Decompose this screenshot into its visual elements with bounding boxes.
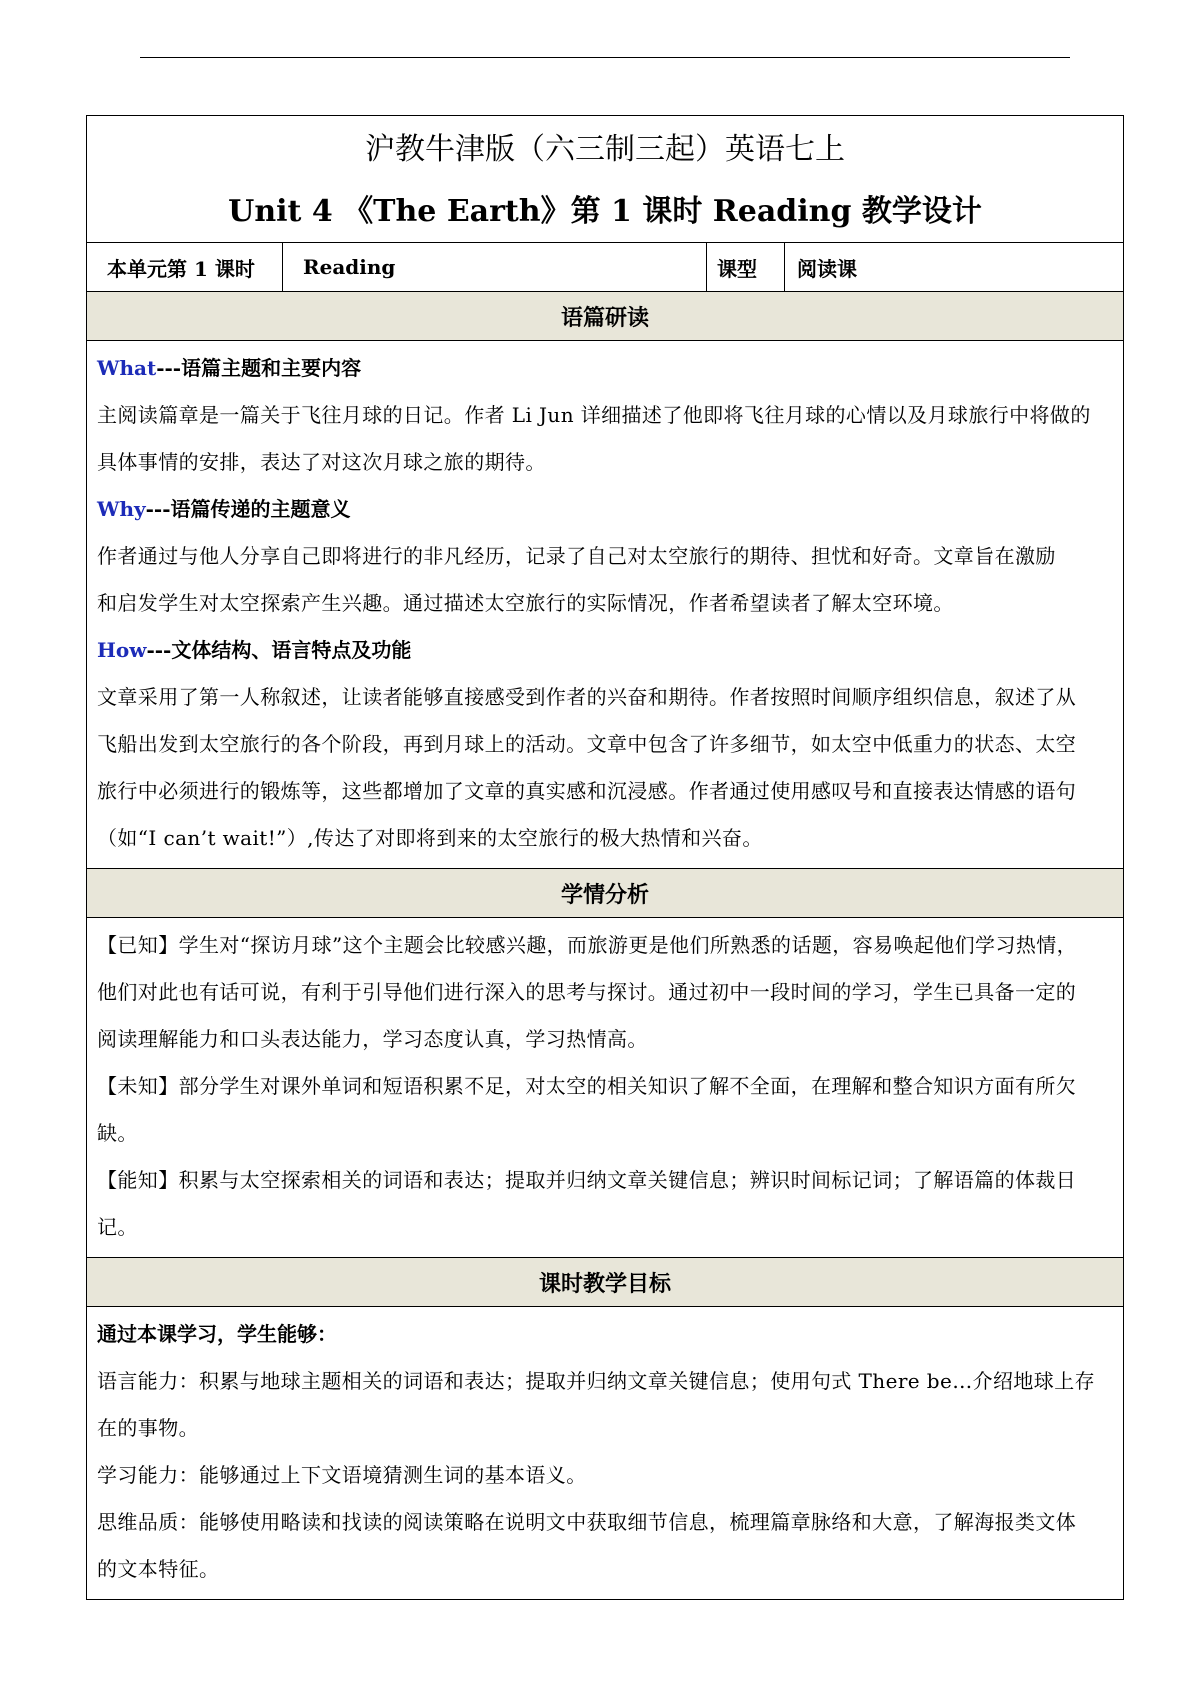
lesson-type-value: 阅读课 [785,243,1124,292]
document-subtitle: Unit 4 《The Earth》第 1 课时 Reading 教学设计 [228,194,982,229]
text-study-body-row [87,341,1124,869]
title-row [87,116,1124,243]
paragraph-line: 缺。 [97,1121,138,1145]
lesson-topic-cell: Reading [283,243,707,292]
paragraph-line: 语言能力：积累与地球主题相关的词语和表达；提取并归纳文章关键信息；使用句式 There be…介绍地球上存 [97,1369,1096,1393]
paragraph-line: 【未知】部分学生对课外单词和短语积累不足，对太空的相关知识了解不全面，在理解和整合知识方面有所欠 [97,1074,1077,1098]
learner-analysis-header-row [87,869,1124,918]
paragraph-line: 的文本特征。 [97,1557,220,1581]
paragraph-line: 学习能力：能够通过上下文语境猜测生词的基本语义。 [97,1463,587,1487]
paragraph-line: 飞船出发到太空旅行的各个阶段，再到月球上的活动。文章中包含了许多细节，如太空中低重力的状态、太空 [97,732,1077,756]
what-heading: What---语篇主题和主要内容 [97,356,362,380]
section-header-text-study: 语篇研读 [87,292,1124,341]
how-heading: How---文体结构、语言特点及功能 [97,638,412,662]
objectives-header-row [87,1258,1124,1307]
paragraph-line: 思维品质：能够使用略读和找读的阅读策略在说明文中获取细节信息，梳理篇章脉络和大意，了解海报类文体 [97,1510,1077,1534]
section-header-learner-analysis: 学情分析 [87,869,1124,918]
paragraph-line: 在的事物。 [97,1416,199,1440]
paragraph-line: 他们对此也有话可说，有利于引导他们进行深入的思考与探讨。通过初中一段时间的学习，学生已具备一定的 [97,980,1077,1004]
paragraph-line: 记。 [97,1215,138,1239]
paragraph-line: 旅行中必须进行的锻炼等，这些都增加了文章的真实感和沉浸感。作者通过使用感叹号和直接表达情感的语句 [97,779,1077,803]
lesson-number-cell: 本单元第 1 课时 [87,243,283,292]
paragraph-line: 主阅读篇章是一篇关于飞往月球的日记。作者 Li Jun 详细描述了他即将飞往月球的心情以及月球旅行中将做的 [97,403,1091,427]
page-header-rule [140,57,1070,58]
paragraph-line: 【已知】学生对“探访月球”这个主题会比较感兴趣，而旅游更是他们所熟悉的话题，容易唤起他们学习热情， [97,933,1078,957]
title-cell [87,116,1124,243]
section-header-objectives: 课时教学目标 [87,1258,1124,1307]
paragraph-line: （如“I can’t wait!”）,传达了对即将到来的太空旅行的极大热情和兴奋。 [97,826,763,850]
learner-analysis-body-row [87,918,1124,1258]
document-title: 沪教牛津版（六三制三起）英语七上 [365,132,846,167]
lesson-plan-table [86,115,1124,1600]
paragraph-line: 具体事情的安排，表达了对这次月球之旅的期待。 [97,450,546,474]
objectives-body [87,1307,1124,1600]
paragraph-line: 和启发学生对太空探索产生兴趣。通过描述太空旅行的实际情况，作者希望读者了解太空环境。 [97,591,954,615]
paragraph-line: 文章采用了第一人称叙述，让读者能够直接感受到作者的兴奋和期待。作者按照时间顺序组织信息，叙述了从 [97,685,1077,709]
text-study-header-row [87,292,1124,341]
why-heading: Why---语篇传递的主题意义 [97,497,351,521]
lesson-info-row [87,243,1124,292]
paragraph-line: 作者通过与他人分享自己即将进行的非凡经历，记录了自己对太空旅行的期待、担忧和好奇。文章旨在激励 [97,544,1056,568]
learner-analysis-body [87,918,1124,1258]
paragraph-line: 阅读理解能力和口头表达能力，学习态度认真，学习热情高。 [97,1027,648,1051]
paragraph-line: 【能知】积累与太空探索相关的词语和表达；提取并归纳文章关键信息；辨识时间标记词；了解语篇的体裁日 [97,1168,1077,1192]
text-study-body [87,341,1124,869]
lesson-type-label: 课型 [707,243,785,292]
objectives-body-row [87,1307,1124,1600]
objectives-intro: 通过本课学习，学生能够： [97,1322,337,1346]
